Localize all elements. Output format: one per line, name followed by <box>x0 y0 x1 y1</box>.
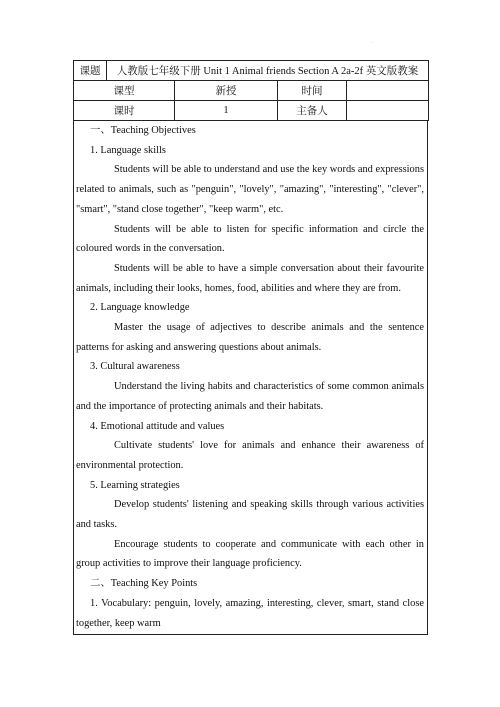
strategies-paragraph-2: Encourage students to cooperate and communicate with each other in group activities to improve their language proficiency. <box>76 538 424 570</box>
language-skills-paragraph-2: Students will be able to listen for specific information and circle the coloured words in the conversation. <box>76 223 424 255</box>
corner-mark: · <box>371 40 373 46</box>
language-skills-paragraph-1: Students will be able to understand and use the key words and expressions related to animals, such as "penguin", "lovely", "amazing", "interesting", "clever", "smart", "stand close together", "keep warm", etc. <box>76 164 424 215</box>
knowledge-heading: 2. Language knowledge <box>90 302 190 314</box>
lesson-info-table <box>73 60 429 121</box>
type-value: 新授 <box>175 81 278 101</box>
preparer-value <box>347 101 429 121</box>
strategies-heading: 5. Learning strategies <box>90 479 180 491</box>
period-label: 课时 <box>74 101 175 121</box>
topic-value: 人教版七年级下册 Unit 1 Animal friends Section A 2a-2f 英文版教案 <box>107 61 429 81</box>
keypoints-heading: 二、Teaching Key Points <box>90 578 198 590</box>
preparer-label: 主备人 <box>278 101 347 121</box>
keypoints-paragraph: 1. Vocabulary: penguin, lovely, amazing, interesting, clever, smart, stand close together, keep warm <box>76 597 424 629</box>
type-row <box>74 81 429 101</box>
period-row <box>74 101 429 121</box>
knowledge-paragraph: Master the usage of adjectives to describe animals and the sentence patterns for asking and answering questions about animals. <box>76 322 424 353</box>
emotional-paragraph: Cultivate students' love for animals and enhance their awareness of environmental protection. <box>76 440 424 471</box>
time-label: 时间 <box>278 81 347 101</box>
cultural-paragraph: Understand the living habits and characteristics of some common animals and the importance of protecting animals and their habitats. <box>76 381 424 412</box>
language-skills-paragraph-3: Students will be able to have a simple conversation about their favourite animals, including their looks, homes, food, abilities and where they are from. <box>76 262 424 294</box>
topic-row <box>74 61 429 81</box>
time-value <box>347 81 429 101</box>
lesson-content <box>76 121 424 633</box>
topic-label: 课题 <box>74 61 107 81</box>
type-label: 课型 <box>74 81 175 101</box>
objectives-heading: 一、Teaching Objectives <box>90 125 196 136</box>
emotional-heading: 4. Emotional attitude and values <box>90 420 225 432</box>
language-skills-heading: 1. Language skills <box>90 144 166 156</box>
cultural-heading: 3. Cultural awareness <box>90 361 180 373</box>
period-value: 1 <box>175 101 278 121</box>
strategies-paragraph-1: Develop students' listening and speaking skills through various activities and tasks. <box>76 499 424 531</box>
